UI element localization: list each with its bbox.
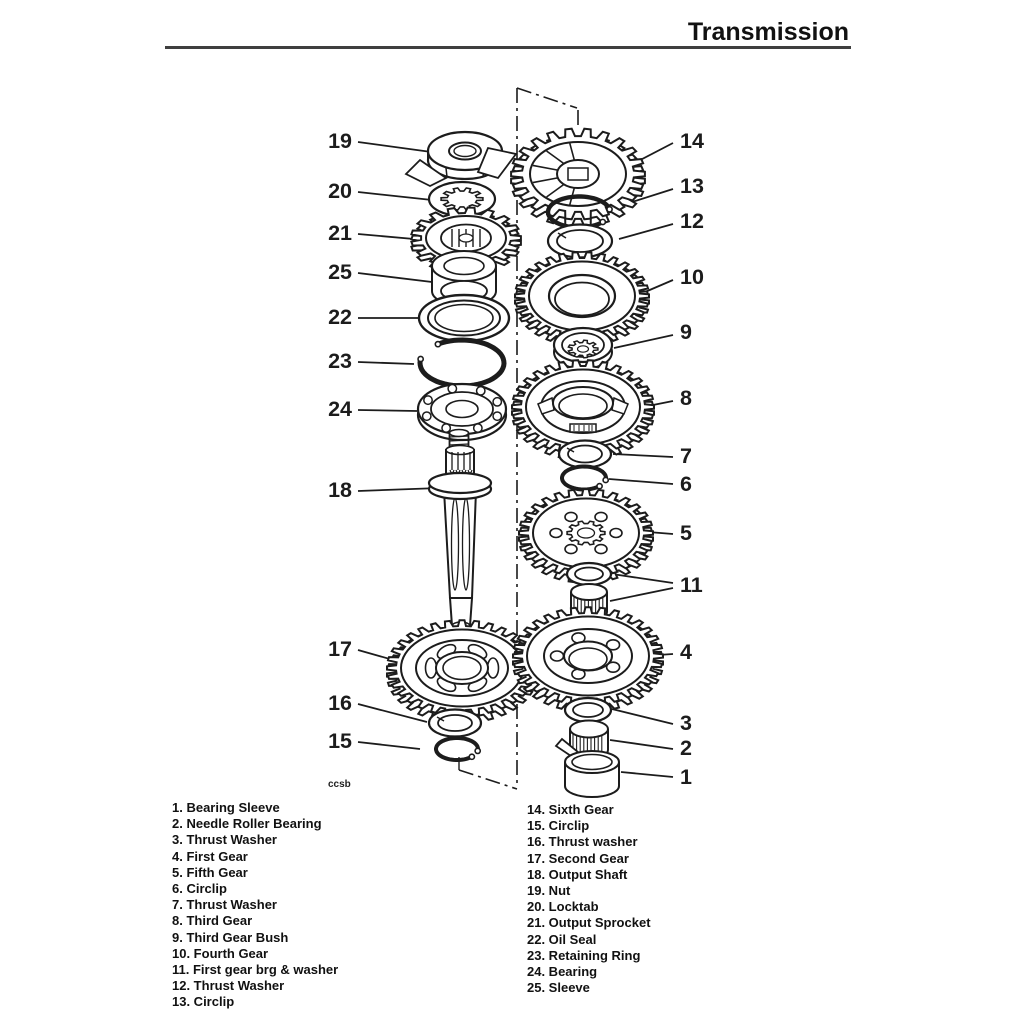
legend-item-19: 19. Nut bbox=[527, 883, 571, 899]
callout-16: 16 bbox=[328, 691, 352, 715]
part-22-oil-seal bbox=[419, 295, 509, 341]
legend-left-column bbox=[172, 800, 338, 1011]
part-12-thrust-washer bbox=[548, 225, 612, 258]
callout-19: 19 bbox=[328, 129, 352, 153]
callout-1: 1 bbox=[680, 765, 692, 789]
legend-item-8: 8. Third Gear bbox=[172, 913, 253, 929]
legend-item-23: 23. Retaining Ring bbox=[527, 947, 641, 963]
legend-item-10: 10. Fourth Gear bbox=[172, 945, 269, 961]
callout-10: 10 bbox=[680, 265, 704, 289]
callout-12: 12 bbox=[680, 209, 704, 233]
legend-item-16: 16. Thrust washer bbox=[527, 834, 638, 850]
legend-item-15: 15. Circlip bbox=[527, 818, 590, 834]
figure-caption: ccsb bbox=[328, 779, 351, 790]
callout-18: 18 bbox=[328, 478, 352, 502]
part-15-circlip bbox=[436, 738, 480, 760]
part-14-sixth-gear bbox=[511, 129, 645, 227]
legend-item-17: 17. Second Gear bbox=[527, 850, 629, 866]
callout-6: 6 bbox=[680, 472, 692, 496]
legend-item-7: 7. Thrust Washer bbox=[172, 897, 277, 913]
title-rule bbox=[165, 46, 851, 49]
part-6-circlip bbox=[562, 467, 608, 490]
callout-23: 23 bbox=[328, 349, 352, 373]
callout-4: 4 bbox=[680, 640, 692, 664]
legend-item-14: 14. Sixth Gear bbox=[527, 802, 614, 817]
callout-20: 20 bbox=[328, 179, 352, 203]
callout-15: 15 bbox=[328, 729, 352, 753]
part-18-output-shaft bbox=[429, 430, 491, 631]
callout-11: 11 bbox=[680, 573, 703, 597]
callout-9: 9 bbox=[680, 320, 692, 344]
legend-item-22: 22. Oil Seal bbox=[527, 931, 597, 947]
callout-13: 13 bbox=[680, 174, 704, 198]
legend-item-6: 6. Circlip bbox=[172, 881, 227, 897]
legend-item-18: 18. Output Shaft bbox=[527, 866, 628, 882]
legend-item-9: 9. Third Gear Bush bbox=[172, 929, 289, 945]
part-16-thrust-washer bbox=[429, 710, 481, 737]
callout-24: 24 bbox=[328, 397, 352, 421]
legend-item-25: 25. Sleeve bbox=[527, 980, 590, 996]
callout-5: 5 bbox=[680, 521, 692, 545]
part-4-first-gear bbox=[513, 607, 663, 712]
legend-item-4: 4. First Gear bbox=[172, 848, 248, 864]
legend-item-13: 13. Circlip bbox=[172, 994, 235, 1010]
callout-8: 8 bbox=[680, 386, 692, 410]
callout-25: 25 bbox=[328, 260, 352, 284]
callout-14: 14 bbox=[680, 129, 704, 153]
legend-item-3: 3. Thrust Washer bbox=[172, 832, 277, 848]
callout-17: 17 bbox=[328, 637, 352, 661]
legend-right-column bbox=[527, 802, 651, 996]
page-title: Transmission bbox=[687, 18, 849, 46]
legend-item-21: 21. Output Sprocket bbox=[527, 915, 651, 931]
part-3-thrust-washer bbox=[565, 698, 611, 722]
legend-item-24: 24. Bearing bbox=[527, 964, 598, 980]
part-7-thrust-washer bbox=[559, 441, 611, 468]
legend-item-20: 20. Locktab bbox=[527, 899, 599, 915]
callout-2: 2 bbox=[680, 736, 692, 760]
callout-3: 3 bbox=[680, 711, 692, 735]
callout-22: 22 bbox=[328, 305, 352, 329]
legend-item-11: 11. First gear brg & washer bbox=[172, 962, 339, 978]
legend-item-2: 2. Needle Roller Bearing bbox=[172, 816, 322, 832]
callout-7: 7 bbox=[680, 444, 692, 468]
legend-item-1: 1. Bearing Sleeve bbox=[172, 800, 280, 815]
legend-item-12: 12. Thrust Washer bbox=[172, 978, 285, 994]
callout-21: 21 bbox=[328, 221, 352, 245]
part-23-retaining-ring bbox=[418, 340, 504, 386]
legend-item-5: 5. Fifth Gear bbox=[172, 864, 248, 880]
